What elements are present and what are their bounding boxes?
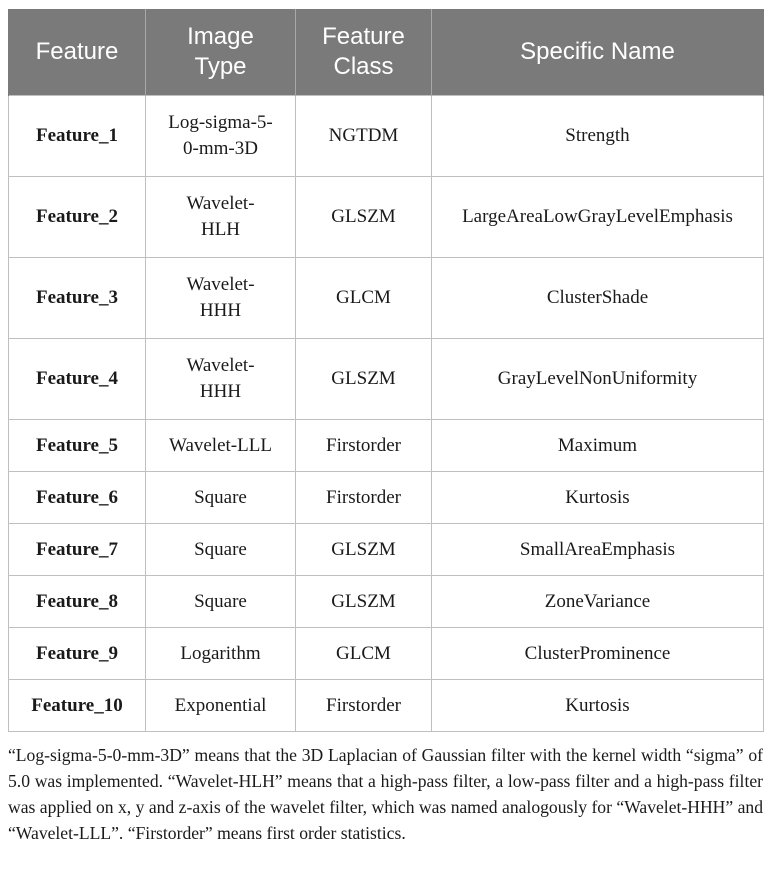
image-type-line: HHH: [199, 300, 242, 321]
table-row: [9, 177, 764, 258]
cell-specific-name: ClusterShade: [432, 258, 764, 339]
cell-feature: Feature_7: [9, 524, 146, 576]
cell-feature-class: GLCM: [296, 258, 432, 339]
header-line: Image: [187, 23, 254, 50]
cell-feature: Feature_10: [9, 680, 146, 732]
table-row: [9, 339, 764, 420]
cell-feature: Feature_6: [9, 472, 146, 524]
cell-feature: Feature_8: [9, 576, 146, 628]
cell-feature: Feature_1: [9, 96, 146, 177]
cell-specific-name: Kurtosis: [432, 680, 764, 732]
table-row: [9, 628, 764, 680]
table-row: [9, 472, 764, 524]
header-feature: [9, 9, 146, 96]
table-body: [9, 96, 764, 732]
header-line: Type: [194, 53, 247, 80]
feature-table: [8, 9, 764, 732]
header-line: Class: [333, 53, 394, 80]
header-line: Specific Name: [520, 38, 675, 65]
cell-feature-class: GLSZM: [296, 177, 432, 258]
table-row: [9, 680, 764, 732]
table-header: [9, 9, 764, 96]
image-type-line: Wavelet-: [186, 274, 255, 295]
cell-feature: Feature_3: [9, 258, 146, 339]
image-type-line: HLH: [200, 219, 241, 240]
cell-feature-class: NGTDM: [296, 96, 432, 177]
cell-specific-name: Maximum: [432, 420, 764, 472]
header-line: Feature: [35, 38, 119, 65]
cell-specific-name: LargeAreaLowGrayLevelEmphasis: [432, 177, 764, 258]
table-row: [9, 96, 764, 177]
cell-image-type: [146, 258, 296, 339]
cell-specific-name: GrayLevelNonUniformity: [432, 339, 764, 420]
cell-feature: Feature_5: [9, 420, 146, 472]
cell-image-type: Exponential: [146, 680, 296, 732]
header-line: Feature: [322, 23, 405, 50]
table-row: [9, 420, 764, 472]
cell-image-type: Square: [146, 472, 296, 524]
cell-specific-name: ClusterProminence: [432, 628, 764, 680]
cell-feature-class: Firstorder: [296, 680, 432, 732]
cell-image-type: Square: [146, 576, 296, 628]
cell-specific-name: Kurtosis: [432, 472, 764, 524]
cell-image-type: Square: [146, 524, 296, 576]
cell-feature-class: GLCM: [296, 628, 432, 680]
header-specific-name: [432, 9, 764, 96]
cell-feature-class: Firstorder: [296, 420, 432, 472]
image-type-line: Wavelet-: [186, 193, 255, 214]
image-type-line: Log-sigma-5-: [168, 112, 273, 133]
table-footnote: “Log-sigma-5-0-mm-3D” means that the 3D Laplacian of Gaussian filter with the kernel width “sigma” of 5.0 was implemented. “Wavelet-HLH” means that a high-pass filter, a low-pass filter and a high-pass filter was applied on x, y and z-axis of the wavelet filter, which was named analogously for “Wavelet-HHH” and “Wavelet-LLL”. “Firstorder” means first order statistics.: [8, 745, 763, 843]
cell-specific-name: Strength: [432, 96, 764, 177]
cell-image-type: Wavelet-LLL: [146, 420, 296, 472]
image-type-line: 0-mm-3D: [183, 138, 258, 159]
feature-table-container: [8, 9, 763, 732]
cell-specific-name: SmallAreaEmphasis: [432, 524, 764, 576]
table-row: [9, 524, 764, 576]
table-row: [9, 576, 764, 628]
cell-specific-name: ZoneVariance: [432, 576, 764, 628]
cell-feature: Feature_4: [9, 339, 146, 420]
cell-image-type: [146, 177, 296, 258]
header-feature-class: [296, 9, 432, 96]
table-row: [9, 258, 764, 339]
cell-feature-class: Firstorder: [296, 472, 432, 524]
cell-feature-class: GLSZM: [296, 339, 432, 420]
header-row: [9, 9, 764, 96]
cell-image-type: Logarithm: [146, 628, 296, 680]
header-image-type: [146, 9, 296, 96]
cell-feature: Feature_9: [9, 628, 146, 680]
image-type-line: Wavelet-: [186, 355, 255, 376]
cell-feature-class: GLSZM: [296, 524, 432, 576]
cell-image-type: [146, 339, 296, 420]
image-type-line: HHH: [199, 381, 242, 402]
cell-image-type: [146, 96, 296, 177]
cell-feature: Feature_2: [9, 177, 146, 258]
cell-feature-class: GLSZM: [296, 576, 432, 628]
